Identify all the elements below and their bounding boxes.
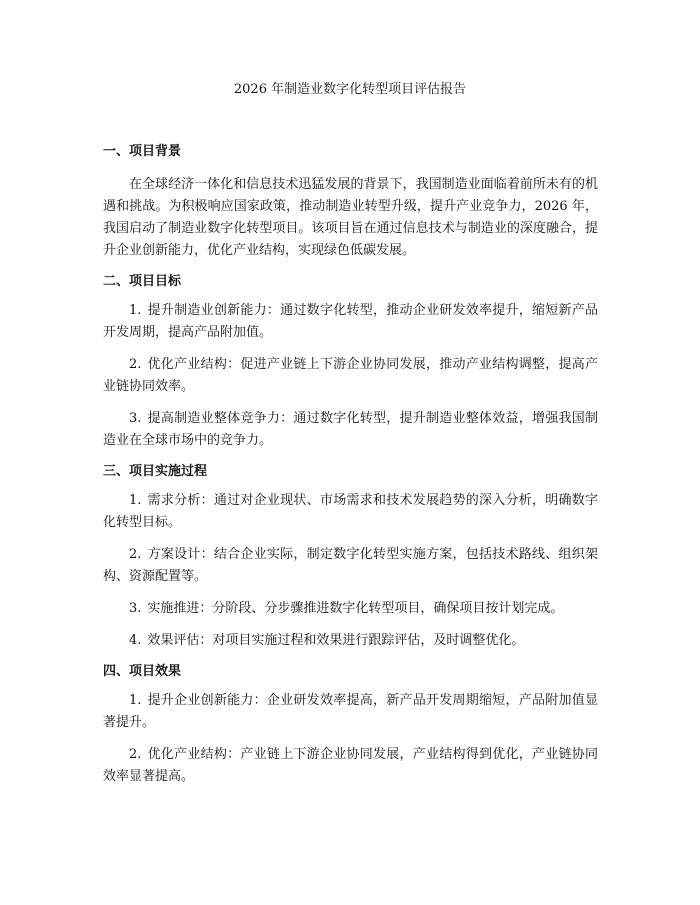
list-item — [103, 490, 598, 534]
item-text: 优化产业结构：促进产业链上下游企业协同发展，推动产业结构调整，提高产业链协同效率。 — [103, 357, 598, 394]
list-item — [103, 598, 598, 620]
item-number: 2. — [129, 747, 142, 762]
item-text: 提升企业创新能力：企业研发效率提高，新产品开发周期缩短，产品附加值显著提升。 — [103, 693, 598, 730]
document-body — [103, 142, 598, 798]
item-number: 2. — [129, 547, 142, 562]
section-goals — [103, 272, 598, 452]
item-text: 实施推进：分阶段、分步骤推进数字化转型项目，确保项目按计划完成。 — [147, 601, 564, 616]
list-item — [103, 354, 598, 398]
item-text: 方案设计：结合企业实际，制定数字化转型实施方案，包括技术路线、组织架构、资源配置等。 — [103, 547, 598, 584]
list-item — [103, 300, 598, 344]
list-item — [103, 630, 598, 652]
section-paragraph: 在全球经济一体化和信息技术迅猛发展的背景下，我国制造业面临着前所未有的机遇和挑战。为积极响应国家政策，推动制造业转型升级，提升产业竞争力，2026 年，我国启动了制造业数字化转型项目。该项目旨在通过信息技术与制造业的深度融合，提升企业创新能力，优化产业结构，实现绿色低碳发展。 — [103, 177, 598, 258]
goals-list — [103, 300, 598, 452]
item-text: 提高制造业整体竞争力：通过数字化转型，提升制造业整体效益，增强我国制造业在全球市场中的竞争力。 — [103, 411, 598, 448]
item-number: 3. — [129, 411, 142, 426]
item-number: 2. — [129, 357, 142, 372]
section-implementation — [103, 462, 598, 652]
item-text: 效果评估：对项目实施过程和效果进行跟踪评估，及时调整优化。 — [147, 633, 525, 648]
section-heading: 二、项目目标 — [103, 274, 182, 289]
item-number: 3. — [129, 601, 142, 616]
item-number: 1. — [129, 303, 142, 318]
effects-list — [103, 690, 598, 788]
list-item — [103, 544, 598, 588]
implementation-list — [103, 490, 598, 652]
item-text: 需求分析：通过对企业现状、市场需求和技术发展趋势的深入分析，明确数字化转型目标。 — [103, 493, 598, 530]
item-number: 4. — [129, 633, 142, 648]
item-text: 提升制造业创新能力：通过数字化转型，推动企业研发效率提升，缩短新产品开发周期，提高产品附加值。 — [103, 303, 598, 340]
item-text: 优化产业结构：产业链上下游企业协同发展，产业结构得到优化，产业链协同效率显著提高。 — [103, 747, 598, 784]
section-heading: 一、项目背景 — [103, 144, 182, 159]
section-heading: 三、项目实施过程 — [103, 464, 208, 479]
list-item — [103, 744, 598, 788]
list-item — [103, 690, 598, 734]
section-heading: 四、项目效果 — [103, 664, 182, 679]
item-number: 1. — [129, 693, 142, 708]
section-effects — [103, 662, 598, 788]
document-title: 2026 年制造业数字化转型项目评估报告 — [233, 82, 467, 97]
item-number: 1. — [129, 493, 142, 508]
section-background — [103, 142, 598, 262]
list-item — [103, 408, 598, 452]
